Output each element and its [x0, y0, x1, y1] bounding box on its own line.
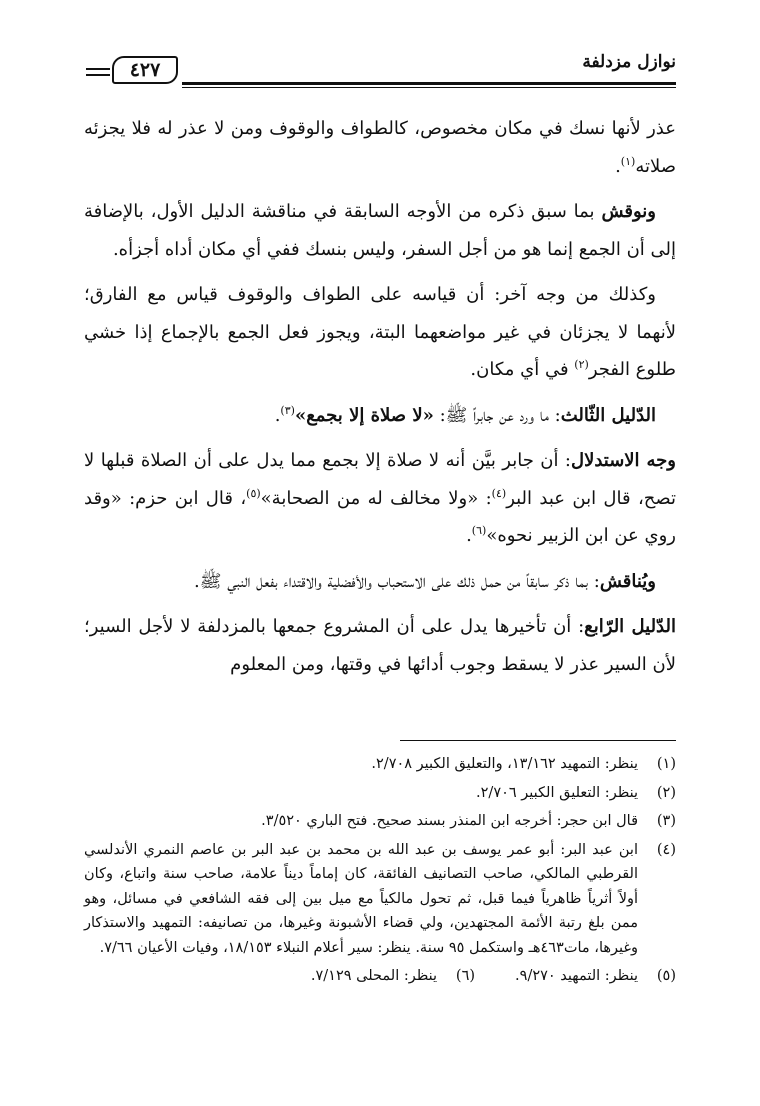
header-left-rule-bottom	[86, 74, 110, 76]
footnote-3	[84, 809, 676, 834]
footnote-text: ينظر: التمهيد ٩/٢٧٠.	[515, 968, 638, 984]
p5-end: .	[466, 525, 472, 546]
p4-end: .	[274, 404, 281, 426]
body-text	[84, 110, 676, 691]
running-header	[86, 50, 676, 90]
footnote-1	[84, 752, 676, 777]
p1-end: .	[615, 155, 621, 177]
p2-term: ونوقش	[601, 201, 656, 222]
header-rule-thick	[182, 82, 676, 85]
paragraph-5	[84, 442, 676, 555]
paragraph-2	[84, 193, 676, 268]
footnote-number: (٣)	[656, 813, 676, 829]
p5-term: وجه الاستدلال	[570, 450, 676, 471]
footnote-number: (٤)	[656, 841, 676, 858]
footnote-ref-4: (٤)	[491, 486, 507, 500]
footnote-number: (٢)	[656, 784, 676, 801]
paragraph-6	[84, 563, 676, 601]
p5-text-a: : أن جابر بيَّن أنه لا صلاة إلا بجمع مما يدل على أن الصلاة قبلها لا تصح، قال ابن عبد البر	[84, 450, 676, 509]
footnote-text: ينظر: التمهيد ١٣/١٦٢، والتعليق الكبير ٢/٧٠٨.	[371, 756, 638, 772]
header-rule-thin	[182, 87, 676, 88]
paragraph-7	[84, 608, 676, 683]
p7-text: : أن تأخيرها يدل على أن المشروع جمعها بالمزدلفة لا لأجل السير؛ لأن السير عذر لا يسقط وجوب أدائها في وقتها، ومن المعلوم	[84, 616, 676, 675]
footnote-6	[311, 964, 475, 989]
p2-text: بما سبق ذكره من الأوجه السابقة في مناقشة الدليل الأول، بالإضافة إلى أن الجمع إنما هو من أجل السفر، وليس بنسك ففي أي مكان أداه أجزأه.	[84, 201, 676, 260]
footnote-row-5-6	[84, 964, 676, 993]
header-left-rule-top	[86, 68, 110, 70]
p3-text-b: في أي مكان.	[470, 359, 575, 380]
footnote-number: (٦)	[455, 968, 476, 984]
p1-text: عذر لأنها نسك في مكان مخصوص، كالطواف والوقوف ومن لا عذر له فلا يجزئه صلاته	[84, 118, 676, 177]
footnote-ref-3: (٣)	[280, 403, 295, 417]
paragraph-3	[84, 276, 676, 389]
paragraph-4	[84, 397, 676, 435]
p4-term: الدّليل الثّالث	[560, 404, 656, 426]
p6-term: ويُناقش	[599, 570, 656, 592]
p5-text-b: : «ولا مخالف له من الصحابة»	[260, 487, 492, 509]
footnote-text: ينظر: التعليق الكبير ٢/٧٠٦.	[476, 784, 638, 801]
p6-text: : بما ذكر سابقاً من حمل ذلك على الاستحباب والأفضلية والاقتداء بفعل النبي ﷺ.	[194, 570, 600, 592]
footnote-ref-6: (٦)	[471, 524, 487, 537]
p3-text-a: وكذلك من وجه آخر: أن قياسه على الطواف والوقوف قياس مع الفارق؛ لأنهما لا يجزئان في غير مواضعهما البتة، ويجوز فعل الجمع بالإجماع إذا خشي طلوع الفجر	[84, 284, 676, 380]
p5-text-c: ، قال ابن حزم: «وقد روي عن ابن الزبير نحوه»	[84, 487, 676, 546]
paragraph-1	[84, 110, 676, 185]
footnote-text: ابن عبد البر: أبو عمر يوسف بن عبد الله بن محمد بن عبد البر بن عاصم النمري الأندلسي القرطبي المالكي، صاحب التصانيف الفائقة، كان إماماً ديناً علامة، صاحب سنة واتباع، وكان أولاً أثرياً ظاهرياً فيما قبل، ثم تحول مالكياً مع ميل بين إلى فقه الشافعي في مسائل، وهو ممن بلغ رتبة الأئمة المجتهدين، ولي قضاء الأشبونة وغيرها، من تصانيفه: التمهيد والاستذكار وغيرها، مات٤٦٣هـ واستكمل ٩٥ سنة. ينظر: سير أعلام النبلاء ١٨/١٥٣، وفيات الأعيان ٧/٦٦.	[84, 841, 638, 956]
footnote-5	[515, 964, 676, 989]
footnote-number: (٥)	[656, 968, 676, 984]
p4-text-a: : ما ورد عن جابراً ﷺ:	[433, 404, 561, 426]
page-number: ٤٢٧	[112, 56, 178, 84]
footnote-4	[84, 838, 676, 961]
p4-quote: «لا صلاة إلا بجمع»	[294, 404, 434, 426]
header-title: نوازل مزدلفة	[582, 52, 676, 72]
footnote-ref-2: (٢)	[574, 358, 589, 371]
footnote-ref-1: (١)	[620, 154, 636, 168]
footnote-2	[84, 781, 676, 806]
footnote-separator	[400, 740, 676, 741]
footnotes	[84, 752, 676, 993]
footnote-number: (١)	[656, 756, 676, 772]
footnote-ref-5: (٥)	[246, 486, 261, 500]
footnote-text: قال ابن حجر: أخرجه ابن المنذر بسند صحيح. فتح الباري ٣/٥٢٠.	[261, 813, 638, 829]
p7-term: الدّليل الرّابع	[584, 616, 676, 637]
footnote-text: ينظر: المحلى ٧/١٢٩.	[310, 968, 438, 984]
